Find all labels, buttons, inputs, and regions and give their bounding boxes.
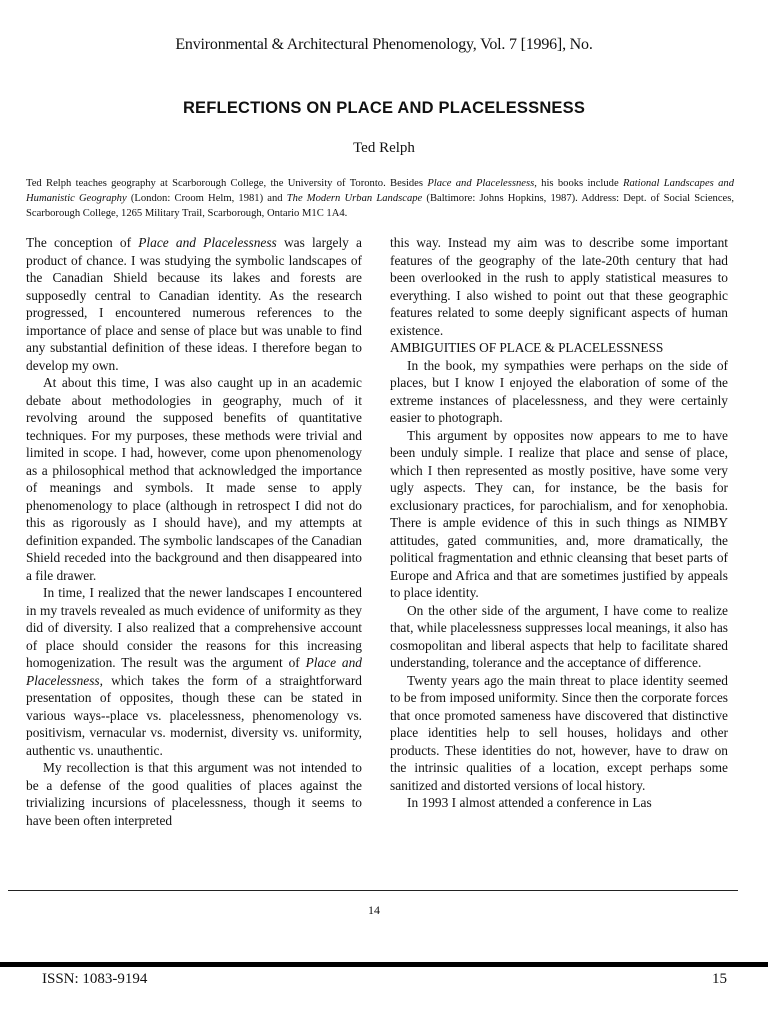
paragraph: My recollection is that this argument was not intended to be a defense of the good qualities of places against the trivializing incursions of placelessness, though it seems to have been often interpreted xyxy=(26,760,362,828)
divider-line xyxy=(8,890,738,891)
paragraph: This argument by opposites now appears to me to have been unduly simple. I realize that place and sense of place, which I then represented as mostly positive, have some very ugly aspects. They can, for instance, be the basis for exclusionary practices, for parochialism, and for xenophobia. There is ample evidence of this in such things as NIMBY attitudes, gated communities, and, more dramatically, the political fragmentation and ethnic cleansing that beset parts of Europe and Africa and that are sometimes justified by appeals to place identity. xyxy=(390,427,728,600)
bio-book-title: Place and Placelessness xyxy=(427,178,535,189)
article-title: REFLECTIONS ON PLACE AND PLACELESSNESS xyxy=(182,99,586,117)
section-heading: AMBIGUITIES OF PLACE & PLACELESSNESS xyxy=(390,340,664,355)
footer-page-number: 15 xyxy=(712,971,727,987)
article-author: Ted Relph xyxy=(353,140,415,156)
paragraph: this way. Instead my aim was to describe some important features of the geography of the late-20th century that had been overlooked in the rush to apply statistical measures to everything. I also wished to point out that these geographic features related to some deeply significant aspects of human existence. xyxy=(390,235,728,338)
article-page-number: 14 xyxy=(368,903,380,917)
bio-book-title: The Modern Urban Landscape xyxy=(286,193,423,204)
issn-label: ISSN: 1083-9194 xyxy=(42,971,148,987)
journal-header: Environmental & Architectural Phenomenology, Vol. 7 [1996], No. xyxy=(175,36,593,53)
italic-title: Place and Placelessness xyxy=(138,235,277,250)
paragraph: On the other side of the argument, I have come to realize that, while placelessness suppresses local meanings, it also has cosmopolitan and liberal aspects that help to facilitate shared understanding, tolerance and the acceptance of difference. xyxy=(390,602,728,670)
footer-bar xyxy=(0,962,768,967)
italic-title: Place and Placelessness xyxy=(26,655,362,688)
bio-text: (Baltimore: Johns Hopkins, 1987). Address: Dept. of Social Sciences, Scarborough College, 1265 Military Trail, Scarborough, Ontario M1C 1A4. xyxy=(26,193,735,219)
bio-book-title: Rational Landscapes and Humanistic Geography xyxy=(26,178,734,204)
right-column xyxy=(390,234,728,812)
paragraph xyxy=(26,234,362,374)
text-run: The conception of xyxy=(26,235,139,250)
left-column xyxy=(26,234,362,829)
text-run: In time, I realized that the newer landscapes I encountered in my travels revealed as much evidence of uniformity as they did of diversity. I also realized that a comprehensive account of place should consider the reasons for this increasing homogenization. The result was the argument of xyxy=(26,585,362,670)
author-bio xyxy=(26,176,734,221)
paragraph: At about this time, I was also caught up in an academic debate about methodologies in geography, much of it revolving around the supposed benefits of quantitative techniques. For my purposes, these methods were trivial and limited in scope. I had, however, come upon phenomenology as a philosophical method that acknowledged the importance of meanings and symbols. It made sense to apply phenomenology to place (although in retrospect I did not do this as rigorously as I should have), and my attempts at definition expanded. The symbolic landscapes of the Canadian Shield receded into the background and then disappeared into a file drawer. xyxy=(26,375,362,583)
paragraph: Twenty years ago the main threat to place identity seemed to be from imposed uniformity. Since then the corporate forces that once promoted sameness have discovered that distinctive place identities help to sell houses, holidays and other products. These identities do not, however, have to draw on the intrinsic qualities of a location, except perhaps some sanitized and distorted versions of local history. xyxy=(390,672,728,793)
bio-text: Ted Relph teaches geography at Scarborough College, the University of Toronto. Besides xyxy=(26,178,428,189)
paragraph: In the book, my sympathies were perhaps on the side of places, but I know I enjoyed the elaboration of some of the extreme instances of placelessness, and they were certainly easier to photograph. xyxy=(390,357,728,425)
text-run: , which takes the form of a straightforward presentation of opposites, though these can be stated in various ways--place vs. placelessness, phenomenology vs. positivism, vernacular vs. modernist, diversity vs. uniformity, authentic vs. unauthentic. xyxy=(26,672,362,758)
bio-text: (London: Croom Helm, 1981) and xyxy=(126,193,287,204)
paragraph: In 1993 I almost attended a conference in Las xyxy=(407,795,652,810)
bio-text: , his books include xyxy=(534,178,623,189)
paragraph xyxy=(26,584,362,759)
text-run: was largely a product of chance. I was studying the symbolic landscapes of the Canadian Shield because its lakes and forests are supposedly central to Canadian identity. As the research progressed, I encountered numerous references to the importance of place and sense of place but was unable to find any substantial definition of these ideas. I therefore began to develop my own. xyxy=(26,235,362,373)
